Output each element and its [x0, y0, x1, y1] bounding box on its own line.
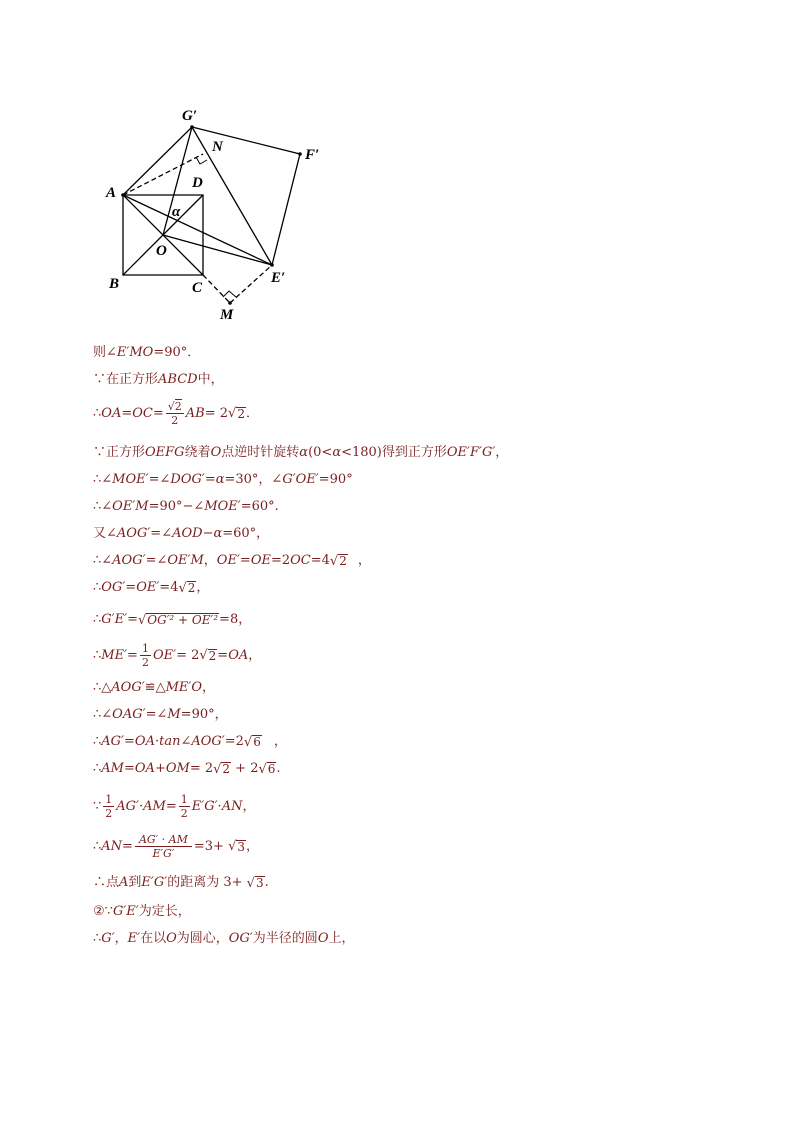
- text: ·: [139, 799, 144, 815]
- sqrt: [228, 840, 246, 854]
- text: 2: [105, 807, 113, 821]
- text: 则∠: [93, 345, 117, 360]
- text: ．: [245, 406, 259, 422]
- proof-line-18: [93, 905, 191, 918]
- text: ∴: [93, 612, 102, 628]
- text: 3: [255, 876, 264, 890]
- text: 2: [222, 762, 231, 776]
- text: ，: [196, 580, 210, 596]
- text: =60°，: [222, 526, 270, 541]
- text: ∴: [93, 839, 102, 855]
- text: O: [210, 445, 222, 460]
- text: ∴: [93, 931, 102, 946]
- text: OG′: [101, 580, 126, 596]
- right-angle-mark-n: [196, 157, 207, 164]
- text: +: [154, 761, 166, 777]
- text: ∴∠: [93, 707, 113, 722]
- sqrt: [213, 762, 231, 776]
- proof-line-1: [93, 373, 224, 386]
- text: =: [239, 553, 251, 569]
- fraction-one-half: [103, 793, 114, 820]
- text: 3: [237, 839, 246, 854]
- text: OE: [250, 553, 271, 569]
- text: ②∵: [93, 904, 113, 919]
- text: ∴∠: [93, 499, 113, 514]
- text: AM: [101, 761, 124, 777]
- label-f: F′: [305, 147, 320, 163]
- text: G′E′: [112, 904, 139, 919]
- text: =90°: [318, 472, 353, 487]
- text: =: [127, 648, 138, 664]
- text: 2: [237, 406, 245, 421]
- text: 2: [187, 581, 196, 595]
- text: 上，: [328, 931, 355, 946]
- proof-line-11: [93, 681, 215, 694]
- radical-sign: √: [199, 648, 208, 664]
- text: ∵正方形: [93, 445, 146, 460]
- text: tan∠AOG′: [159, 734, 225, 750]
- text: 为圆心，: [176, 931, 229, 946]
- text: AOD: [172, 526, 203, 541]
- text: =8，: [219, 612, 252, 628]
- fraction-sqrt2-over-2: [166, 400, 184, 427]
- label-alpha: α: [172, 204, 181, 220]
- radical-sign: √: [246, 875, 255, 891]
- text: −: [202, 526, 214, 541]
- text: OA: [134, 761, 155, 777]
- text: =: [121, 406, 133, 422]
- text: AG′: [101, 734, 125, 750]
- text: OE′M: [167, 553, 204, 569]
- text: =90°．: [153, 345, 201, 360]
- radical-sign: √: [213, 761, 222, 777]
- text: ∵: [93, 799, 102, 815]
- text: OG′² + OE′²: [147, 613, 219, 627]
- text: =90°−∠: [148, 499, 205, 514]
- text: ，: [273, 734, 287, 750]
- text: AG′ · AM: [135, 833, 192, 847]
- text: E′: [127, 931, 141, 946]
- text: =∠: [145, 553, 168, 569]
- label-n: N: [212, 139, 223, 155]
- text: =60°.: [240, 499, 279, 514]
- text: ，: [114, 931, 128, 946]
- text: =4: [159, 580, 179, 596]
- text: ，: [495, 445, 509, 460]
- sqrt: [330, 554, 348, 568]
- proof-line-8: [93, 581, 209, 595]
- dashed-an: [123, 154, 203, 195]
- text: MOE′: [204, 499, 241, 514]
- proof-line-3: [93, 446, 508, 459]
- text: =∠: [150, 526, 173, 541]
- text: ABCD: [158, 372, 198, 387]
- text: =: [127, 612, 138, 628]
- text: 1: [141, 642, 149, 655]
- text: ，: [201, 680, 215, 695]
- radical-sign: √: [167, 400, 175, 413]
- text: <180)得到正方形: [341, 445, 447, 460]
- text: α: [299, 445, 309, 460]
- text: OE′M: [112, 499, 149, 514]
- text: OE′: [152, 648, 177, 664]
- text: 点逆时针旋转: [221, 445, 300, 460]
- text: =90°，: [180, 707, 228, 722]
- sqrt: [138, 613, 219, 627]
- text: ≌△: [144, 680, 166, 695]
- text: 2: [180, 807, 188, 821]
- radical-sign: √: [137, 612, 147, 628]
- text: ∴点: [93, 875, 120, 891]
- text: 2: [141, 656, 149, 670]
- label-m: M: [220, 307, 234, 323]
- text: =: [124, 734, 135, 750]
- proof-line-10: [93, 642, 261, 669]
- text: =: [165, 799, 177, 815]
- text: M: [167, 707, 181, 722]
- point-f: [298, 152, 302, 156]
- radical-sign: √: [228, 839, 237, 855]
- text: =2: [224, 734, 244, 750]
- text: =3+: [193, 839, 229, 855]
- text: ∴: [93, 648, 102, 664]
- text: AN: [221, 799, 243, 815]
- fraction-an: [135, 833, 192, 860]
- label-d: D: [192, 175, 203, 191]
- text: OM: [165, 761, 190, 777]
- text: MOE′: [112, 472, 149, 487]
- radical-sign: √: [243, 734, 253, 750]
- text: 1: [180, 793, 188, 806]
- text: ，: [242, 799, 256, 815]
- fraction-one-half: [179, 793, 190, 820]
- text: α: [332, 445, 342, 460]
- label-o: O: [156, 243, 167, 259]
- text: 2: [208, 648, 217, 663]
- proof-line-6: [93, 527, 269, 540]
- right-angle-mark-m: [223, 291, 236, 297]
- text: G′E′: [101, 612, 128, 628]
- text: ·: [217, 799, 222, 815]
- text: =∠: [145, 707, 168, 722]
- text: ∴∠: [93, 553, 113, 569]
- text: AM: [143, 799, 166, 815]
- text: ME′: [101, 648, 128, 664]
- text: OE′: [136, 580, 160, 596]
- text: 又∠: [93, 526, 117, 541]
- text: OE′: [216, 553, 240, 569]
- radical-sign: √: [228, 406, 237, 422]
- point-a: [121, 193, 125, 197]
- segment-ae: [123, 195, 272, 265]
- point-m: [228, 301, 232, 305]
- point-e: [270, 263, 274, 267]
- text: 6: [267, 762, 276, 776]
- text: ，: [203, 553, 217, 569]
- segment-ag: [123, 127, 192, 195]
- proof-line-12: [93, 708, 228, 721]
- text: =: [123, 761, 135, 777]
- text: ∴: [93, 734, 102, 750]
- label-b: B: [109, 276, 120, 292]
- text: AG′: [116, 799, 140, 815]
- text: AOG′: [111, 680, 145, 695]
- label-e: E′: [271, 270, 286, 286]
- proof-line-16: [93, 833, 259, 860]
- fraction-one-half: [140, 642, 151, 669]
- text: 到: [128, 875, 142, 891]
- text: ∴∠: [93, 472, 113, 487]
- text: ∴△: [93, 680, 112, 695]
- sqrt: [178, 581, 196, 595]
- text: DOG′: [170, 472, 205, 487]
- text: AB: [185, 406, 205, 422]
- text: ME′O: [165, 680, 202, 695]
- geometry-figure: [95, 98, 340, 328]
- radical-sign: √: [329, 553, 339, 569]
- text: OE′F′G′: [446, 445, 496, 460]
- text: ∴: [93, 761, 102, 777]
- label-a: A: [106, 185, 117, 201]
- text: 2: [171, 414, 179, 428]
- text: OA: [228, 648, 249, 664]
- dashed-cm: [203, 275, 230, 303]
- text: ·: [154, 734, 160, 750]
- point-g: [190, 125, 194, 129]
- label-c: C: [192, 280, 203, 296]
- proof-line-19: [93, 932, 355, 945]
- proof-line-7: [93, 554, 371, 568]
- text: =: [204, 472, 216, 487]
- text: OG′: [228, 931, 253, 946]
- text: 为半径的圆: [252, 931, 318, 946]
- text: .: [264, 875, 269, 891]
- text: =: [217, 648, 229, 664]
- text: =: [122, 839, 133, 855]
- sqrt: [244, 735, 262, 749]
- text: AOG′: [116, 526, 151, 541]
- text: =∠: [148, 472, 171, 487]
- text: (0<: [308, 445, 333, 460]
- text: OAG′: [112, 707, 146, 722]
- text: AOG′: [112, 553, 146, 569]
- sqrt: [228, 407, 246, 421]
- text: AN: [101, 839, 123, 855]
- text: OC: [290, 553, 311, 569]
- text: .: [276, 761, 281, 777]
- proof-line-2: [93, 400, 259, 427]
- text: O: [317, 931, 329, 946]
- text: OA: [101, 406, 122, 422]
- text: OEFG: [145, 445, 185, 460]
- text: 在以: [140, 931, 167, 946]
- text: = 2: [189, 761, 214, 777]
- text: =30°，∠: [224, 472, 283, 487]
- text: 1: [105, 793, 113, 806]
- text: ∴: [93, 580, 102, 596]
- text: + 2: [231, 761, 259, 777]
- text: E′G′: [141, 875, 168, 891]
- text: OC: [132, 406, 153, 422]
- proof-line-4: [93, 473, 353, 486]
- text: =: [152, 406, 164, 422]
- text: 绕着: [184, 445, 211, 460]
- label-g: G′: [182, 108, 198, 124]
- text: E′G′: [152, 847, 175, 861]
- text: α: [215, 472, 225, 487]
- text: G′OE′: [282, 472, 319, 487]
- sqrt: [258, 762, 276, 776]
- text: ，: [357, 553, 371, 569]
- text: O: [166, 931, 177, 946]
- sqrt: [247, 876, 265, 890]
- proof-line-13: [93, 735, 287, 749]
- text: =2: [270, 553, 291, 569]
- text: 为定长，: [138, 904, 191, 919]
- text: A: [119, 875, 129, 891]
- text: 的距离为 3+: [167, 875, 247, 891]
- text: =: [125, 580, 137, 596]
- text: ∵在正方形: [93, 372, 159, 387]
- text: E′MO: [116, 345, 154, 360]
- text: ∴: [93, 406, 102, 422]
- text: =4: [310, 553, 330, 569]
- text: 6: [253, 735, 261, 749]
- proof-line-14: [93, 762, 281, 776]
- text: α: [213, 526, 223, 541]
- text: = 2: [204, 406, 229, 422]
- dashed-me: [230, 265, 272, 303]
- proof-line-5: [93, 500, 279, 513]
- text: 2: [174, 400, 182, 413]
- proof-line-15: [93, 793, 255, 820]
- text: OA: [134, 734, 155, 750]
- text: 2: [339, 554, 347, 568]
- proof-line-9: [93, 613, 251, 627]
- text: E′G′: [191, 799, 218, 815]
- text: ，: [248, 648, 262, 664]
- text: 中，: [197, 372, 224, 387]
- sqrt: [199, 649, 217, 663]
- segment-ge: [192, 127, 272, 265]
- radical-sign: √: [258, 761, 267, 777]
- text: G′: [101, 931, 115, 946]
- proof-line-0: [93, 346, 200, 359]
- proof-line-17: [93, 876, 269, 890]
- radical-sign: √: [178, 580, 187, 596]
- text: = 2: [176, 648, 200, 664]
- text: ，: [246, 839, 260, 855]
